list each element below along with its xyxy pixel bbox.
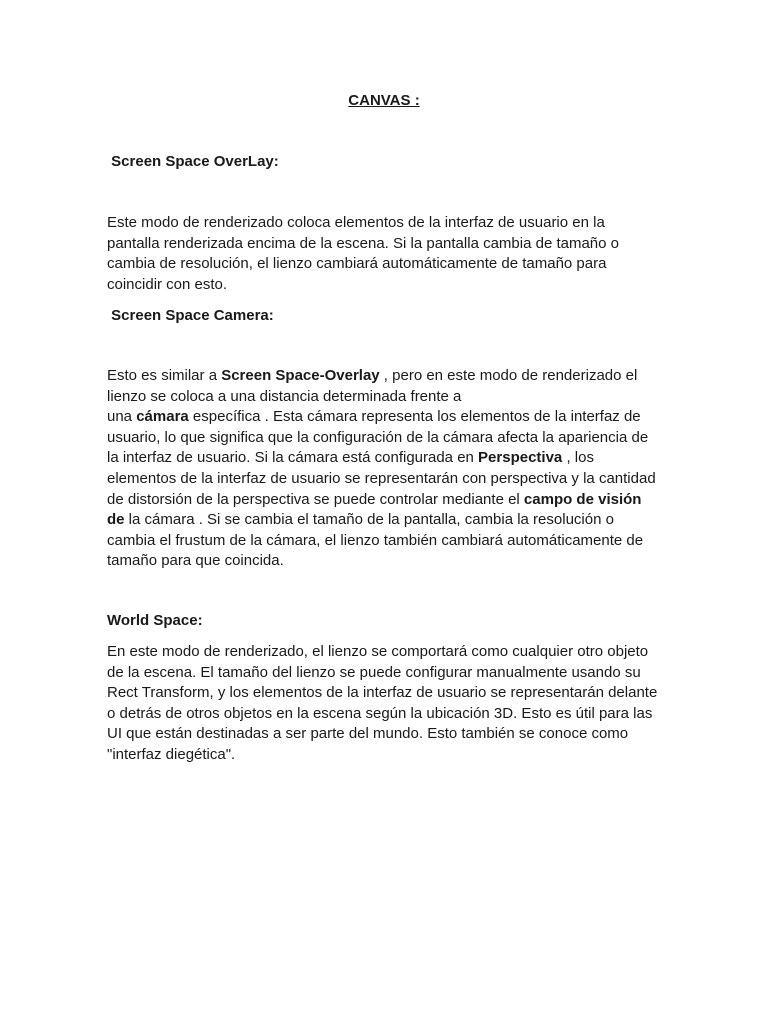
bold-term-screen-space-overlay: Screen Space-Overlay bbox=[221, 367, 380, 384]
paragraph-line: o detrás de otros objetos en la escena según la ubicación 3D. Esto es útil para las bbox=[107, 704, 653, 722]
text-run: , pero en este modo de renderizado el bbox=[379, 367, 638, 384]
bold-term-camara: cámara bbox=[136, 408, 189, 426]
paragraph-line: En este modo de renderizado, el lienzo se comportará como cualquier otro objeto bbox=[107, 643, 649, 660]
section-paragraph-world bbox=[107, 642, 667, 766]
paragraph-line bbox=[107, 407, 667, 428]
paragraph-line: lienzo se coloca a una distancia determinada frente a bbox=[107, 387, 462, 405]
text-run: , los bbox=[562, 449, 594, 467]
section-heading-camera: Screen Space Camera: bbox=[107, 307, 274, 324]
paragraph-line: usuario, lo que significa que la configuración de la cámara afecta la apariencia de bbox=[107, 428, 649, 446]
bold-term-campo-de-vision: campo de visión bbox=[523, 490, 642, 508]
paragraph-line: elementos de la interfaz de usuario se representarán con perspectiva y la cantidad bbox=[107, 469, 656, 487]
text-run: la interfaz de usuario. Si la cámara está configurada en bbox=[107, 449, 479, 467]
paragraph-line: UI que están destinadas a ser parte del mundo. Esto también se conoce como bbox=[107, 725, 629, 743]
bold-term-de: de bbox=[107, 511, 125, 529]
paragraph-line: cambia el frustum de la cámara, el lienzo también cambiará automáticamente de bbox=[107, 531, 644, 549]
paragraph-line: pantalla renderizada encima de la escena. Si la pantalla cambia de tamaño o bbox=[107, 234, 619, 252]
paragraph-line: "interfaz diegética". bbox=[107, 745, 236, 763]
paragraph-line bbox=[107, 448, 667, 469]
text-run: Esto es similar a bbox=[107, 367, 222, 384]
document-title bbox=[0, 91, 768, 111]
paragraph-line bbox=[107, 366, 667, 387]
text-run: una bbox=[107, 408, 137, 426]
paragraph-line bbox=[107, 510, 667, 531]
paragraph-line: Este modo de renderizado coloca elementos de la interfaz de usuario en la bbox=[107, 214, 605, 231]
paragraph-line: cambia de resolución, el lienzo cambiará automáticamente de tamaño para bbox=[107, 255, 607, 273]
section-paragraph-overlay bbox=[107, 213, 667, 295]
text-run: la cámara . Si se cambia el tamaño de la pantalla, cambia la resolución o bbox=[124, 511, 614, 529]
bold-term-perspectiva: Perspectiva bbox=[478, 449, 563, 467]
paragraph-line: Rect Transform, y los elementos de la interfaz de usuario se representarán delante bbox=[107, 684, 658, 702]
section-heading-world: World Space: bbox=[107, 612, 203, 629]
paragraph-line bbox=[107, 490, 667, 511]
section-heading-overlay: Screen Space OverLay: bbox=[107, 153, 279, 170]
document-title-text: CANVAS : bbox=[348, 92, 420, 109]
paragraph-line: coincidir con esto. bbox=[107, 275, 228, 293]
section-paragraph-camera bbox=[107, 366, 667, 572]
text-run: de distorsión de la perspectiva se puede controlar mediante el bbox=[107, 490, 524, 508]
paragraph-line: tamaño para que coincida. bbox=[107, 552, 284, 570]
text-run: específica . Esta cámara representa los elementos de la interfaz de bbox=[188, 408, 641, 426]
paragraph-line: de la escena. El tamaño del lienzo se puede configurar manualmente usando su bbox=[107, 663, 641, 681]
